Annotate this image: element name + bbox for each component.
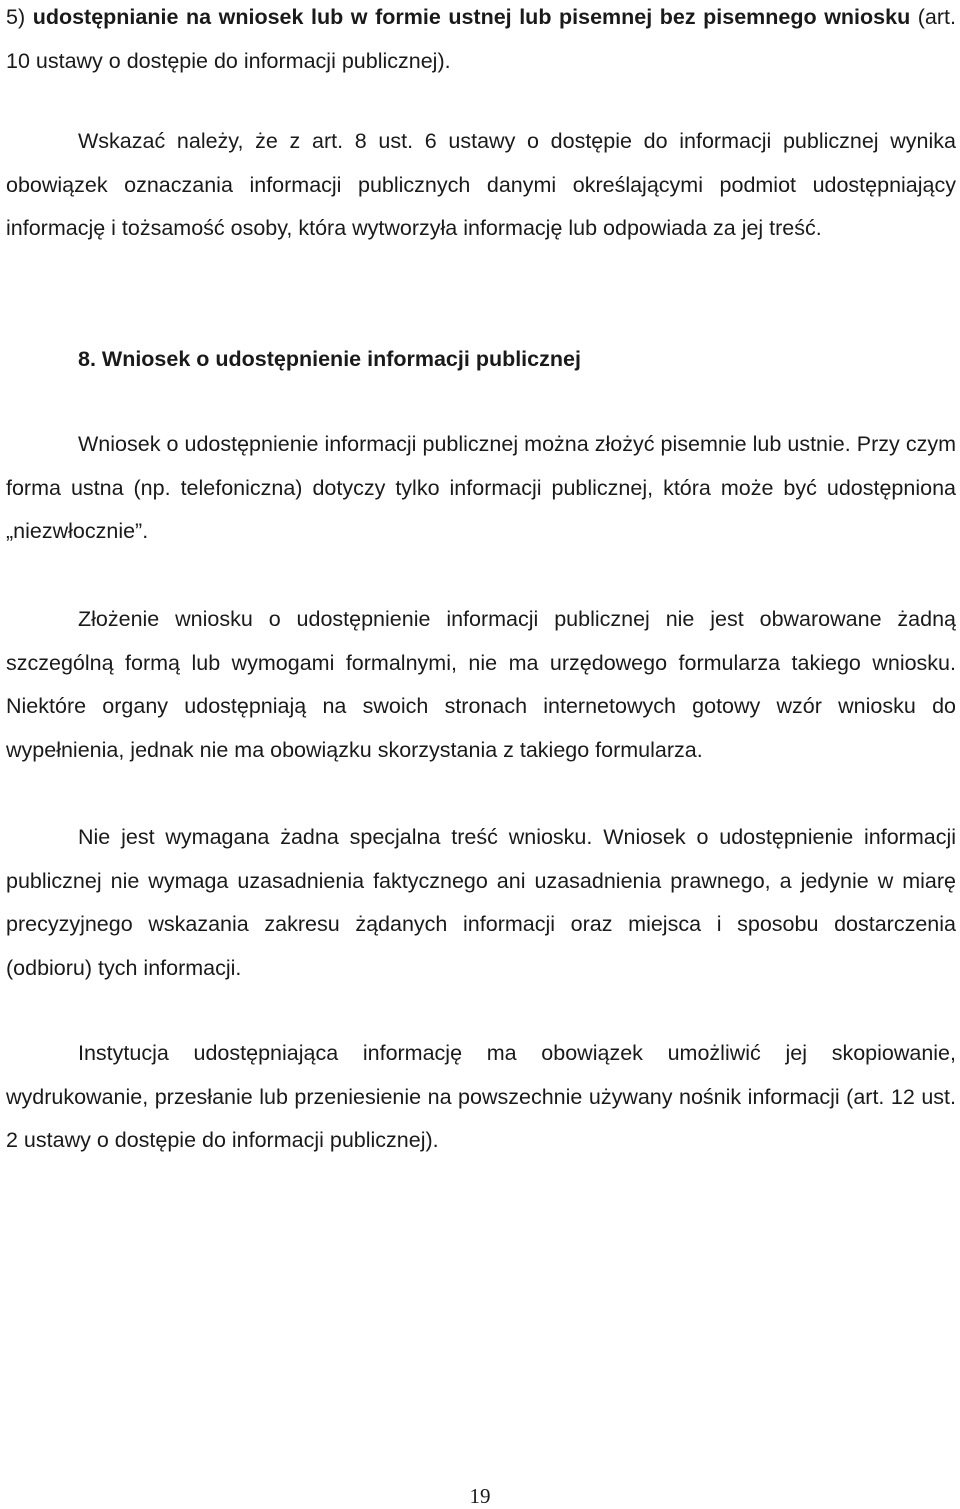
list-item-reference: (art. 10 ustawy o dostępie do informacji publicznej). <box>6 5 956 73</box>
list-item-bold-text: udostępnianie na wniosek lub w formie ustnej lub pisemnej bez pisemnego wniosku <box>32 5 911 29</box>
list-item-5 <box>6 0 956 83</box>
paragraph-copying-text: Instytucja udostępniająca informację ma obowiązek umożliwić jej skopiowanie, wydrukowanie, przesłanie lub przeniesienie na powszechnie używany nośnik informacji (art. 12 ust. 2 ustawy o dostępie do informacji publicznej). <box>6 1041 956 1152</box>
paragraph-content <box>6 816 956 990</box>
paragraph-form <box>6 423 956 554</box>
list-item-number: 5) <box>6 5 26 29</box>
paragraph-copying <box>6 1032 956 1163</box>
paragraph-form-text: Wniosek o udostępnienie informacji publicznej można złożyć pisemnie lub ustnie. Przy czym forma ustna (np. telefoniczna) dotyczy tylko informacji publicznej, która może być udostępniona „niezwłocznie”. <box>6 432 956 543</box>
paragraph-formal-requirements <box>6 598 956 772</box>
paragraph-content-text: Nie jest wymagana żadna specjalna treść wniosku. Wniosek o udostępnienie informacji publicznej nie wymaga uzasadnienia faktycznego ani uzasadnienia prawnego, a jedynie w miarę precyzyjnego wskazania zakresu żądanych informacji oraz miejsca i sposobu dostarczenia (odbioru) tych informacji. <box>6 825 956 980</box>
paragraph-wskazac <box>6 120 956 251</box>
paragraph-wskazac-text: Wskazać należy, że z art. 8 ust. 6 ustawy o dostępie do informacji publicznej wynika obowiązek oznaczania informacji publicznych danymi określającymi podmiot udostępniający informację i tożsamość osoby, która wytworzyła informację lub odpowiada za jej treść. <box>6 129 956 240</box>
page-number: 19 <box>469 1484 491 1508</box>
paragraph-formal-requirements-text: Złożenie wniosku o udostępnienie informacji publicznej nie jest obwarowane żadną szczególną formą lub wymogami formalnymi, nie ma urzędowego formularza takiego wniosku. Niektóre organy udostępniają na swoich stronach internetowych gotowy wzór wniosku do wypełnienia, jednak nie ma obowiązku skorzystania z takiego formularza. <box>6 607 956 762</box>
section-heading: 8. Wniosek o udostępnienie informacji publicznej <box>78 347 581 371</box>
